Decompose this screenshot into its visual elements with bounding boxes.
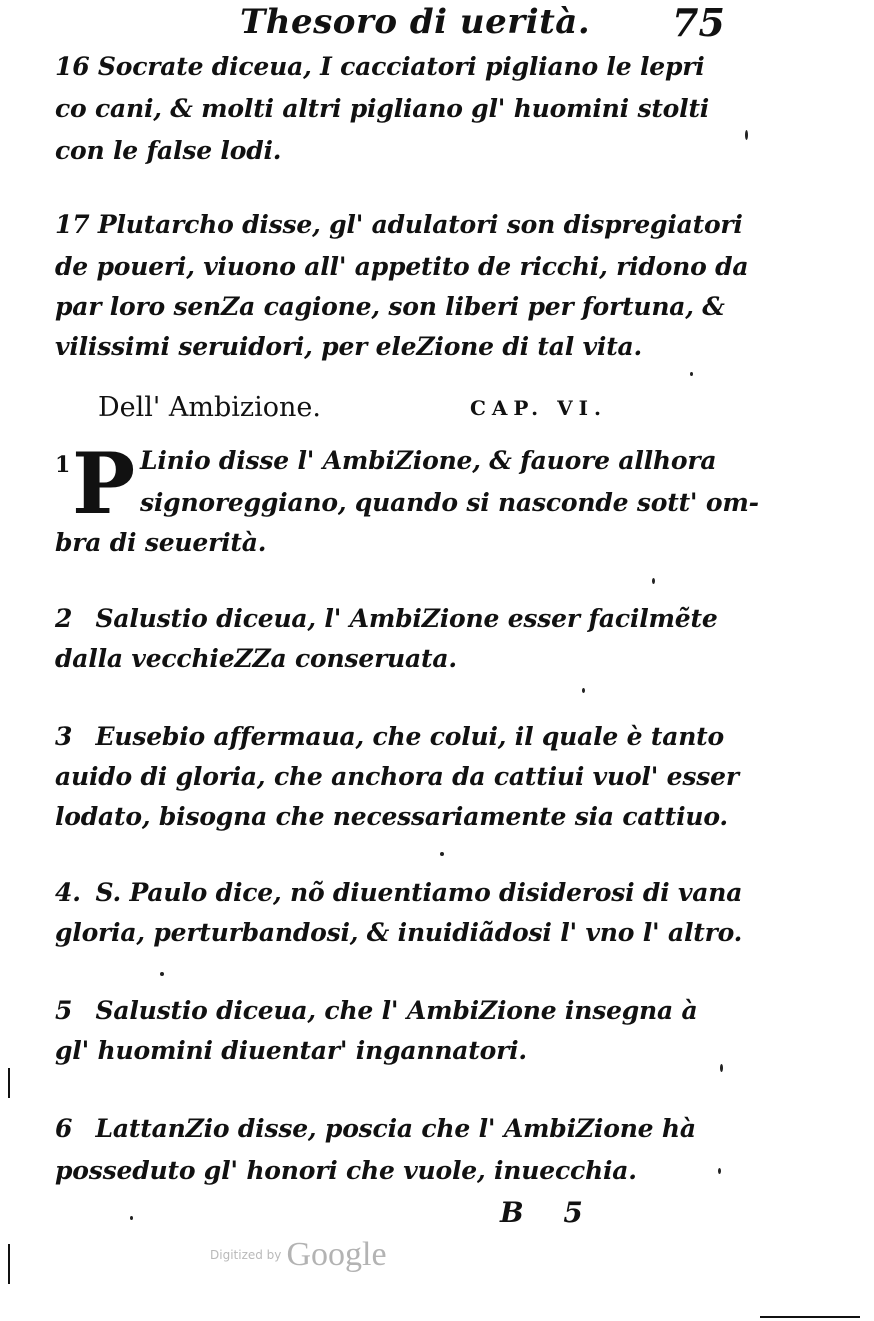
entry-text: Plutarcho disse, gl' adulatori son dispregiatori [97,210,743,239]
entry-text: Socrate diceua, I cacciatori pigliano le lepri [97,52,705,81]
entry-number: 17 [55,210,90,239]
entry-text: Eusebio affermaua, che colui, il quale è tanto [95,722,724,751]
entry-number: 2 [55,604,73,633]
scan-edge-mark [8,1244,10,1284]
text-line [55,210,743,239]
entry-number: 4. [55,878,81,907]
chapter-heading [98,392,678,428]
entry-number: 5 [55,996,73,1025]
entry-number: 3 [55,722,73,751]
text-line [55,878,742,907]
running-title: Thesoro di uerità. [240,2,591,42]
entry-text: S. Paulo dice, nõ diuentiamo disiderosi di vana [95,878,743,907]
text-line: de poueri, viuono all' appetito de ricchi, ridono da [55,252,749,281]
scan-speck [652,578,655,584]
entry-number: 1 [55,452,71,478]
scan-speck [130,1216,133,1220]
signature-mark: B 5 [500,1196,583,1229]
scan-edge-mark [760,1316,860,1318]
watermark-logo: Google [286,1236,387,1273]
text-line: bra di seuerità. [55,528,267,557]
text-line: signoreggiano, quando si nasconde sott' om- [140,488,759,517]
digitization-watermark [210,1236,387,1274]
scan-speck [160,972,164,976]
text-line: con le false lodi. [55,136,282,165]
page-number: 75 [672,0,725,45]
scan-speck [690,372,693,376]
text-line: dalla vecchieZZa conseruata. [55,644,457,673]
text-line [55,722,724,751]
text-line: auido di gloria, che anchora da cattiui vuol' esser [55,762,739,791]
entry-text: Salustio diceua, l' AmbiZione esser facilmẽte [95,604,718,633]
text-line: par loro senZa cagione, son liberi per fortuna, & [55,292,725,321]
text-line [55,52,705,81]
text-line [55,996,698,1025]
text-line [55,1114,696,1143]
entry-number: 6 [55,1114,73,1143]
text-line: vilissimi seruidori, per eleZione di tal vita. [55,332,643,361]
entry-text: LattanZio disse, poscia che l' AmbiZione hà [95,1114,696,1143]
text-line: gloria, perturbandosi, & inuidiãdosi l' vno l' altro. [55,918,743,947]
scan-speck [440,852,444,856]
entry-number: 16 [55,52,90,81]
chapter-number: CAP. VI. [470,396,607,420]
text-line [55,604,718,633]
watermark-prefix: Digitized by [210,1248,282,1262]
scan-edge-mark [8,1068,10,1098]
entry-text: Salustio diceua, che l' AmbiZione insegna à [95,996,698,1025]
text-line: lodato, bisogna che necessariamente sia cattiuo. [55,802,728,831]
scan-speck [720,1064,723,1072]
scan-speck [718,1168,721,1174]
scan-speck [745,130,748,140]
text-line: gl' huomini diuentar' ingannatori. [55,1036,527,1065]
text-line: Linio disse l' AmbiZione, & fauore allhora [140,446,717,475]
scan-speck [582,688,585,693]
text-line: co cani, & molti altri pigliano gl' huomini stolti [55,94,710,123]
text-line: posseduto gl' honori che vuole, inuecchia. [55,1156,637,1185]
page-header [0,2,874,44]
drop-cap: P [72,434,136,533]
chapter-title: Dell' Ambizione. [98,392,321,423]
